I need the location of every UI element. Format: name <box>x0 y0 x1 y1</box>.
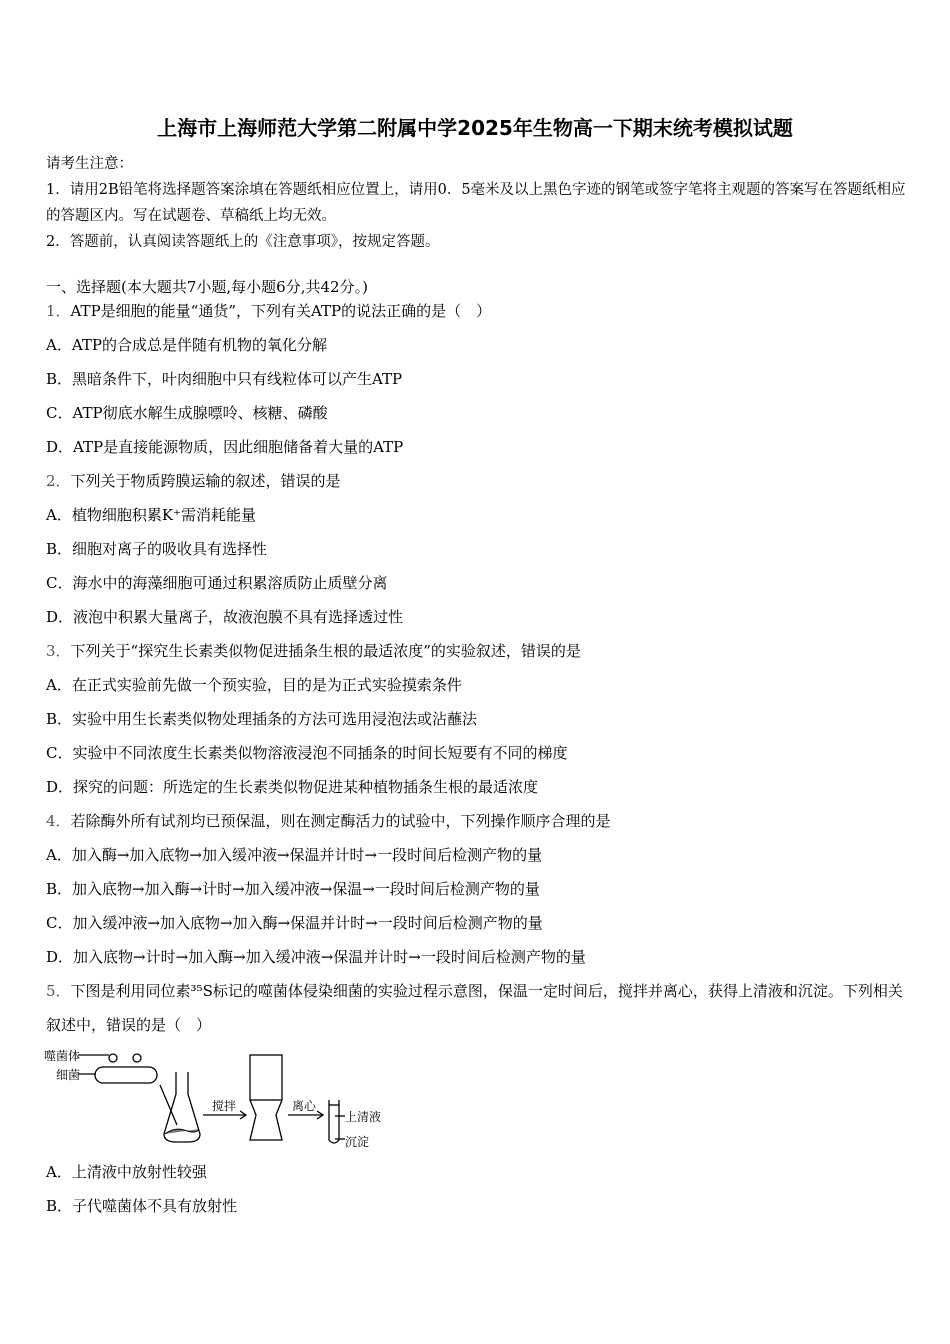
question-text: 下图是利用同位素³⁵S标记的噬菌体侵染细菌的实验过程示意图，保温一定时间后，搅拌并离心，获得上清液和沉淀。下列相关叙述中，错误的是（ ） <box>46 982 903 1034</box>
option: A．加入酶→加入底物→加入缓冲液→保温并计时→一段时间后检测产物的量 <box>46 846 543 864</box>
question-stem <box>46 641 916 661</box>
question-text: 下列关于“探究生长素类似物促进插条生根的最适浓度”的实验叙述，错误的是 <box>70 642 581 660</box>
question-text: 若除酶外所有试剂均已预保温，则在测定酶活力的试验中，下列操作顺序合理的是 <box>70 812 611 830</box>
option: D．加入底物→计时→加入酶→加入缓冲液→保温并计时→一段时间后检测产物的量 <box>46 948 586 966</box>
option: A．植物细胞积累K⁺需消耗能量 <box>46 506 256 524</box>
section-heading: 一、选择题(本大题共7小题,每小题6分,共42分。) <box>46 278 368 296</box>
question-stem <box>46 471 916 491</box>
notice <box>46 151 906 255</box>
option: C．海水中的海藻细胞可通过积累溶质防止质壁分离 <box>46 574 388 592</box>
question-stem <box>46 974 916 1042</box>
question-text: ATP是细胞的能量“通货”，下列有关ATP的说法正确的是（ ） <box>70 302 492 320</box>
bacteria-label: 细菌 <box>56 1068 81 1082</box>
option: A．上清液中放射性较强 <box>46 1163 207 1181</box>
centrifuge-label: 离心 <box>292 1099 317 1113</box>
question-number: 3． <box>46 642 71 660</box>
option: B．子代噬菌体不具有放射性 <box>46 1197 238 1215</box>
sediment-label: 沉淀 <box>345 1135 370 1149</box>
question-stem <box>46 301 916 321</box>
question-stem <box>46 811 916 831</box>
option: B．黑暗条件下，叶肉细胞中只有线粒体可以产生ATP <box>46 370 403 388</box>
question-text: 下列关于物质跨膜运输的叙述，错误的是 <box>70 472 341 490</box>
question-number: 5． <box>46 982 71 1000</box>
question-number: 1． <box>46 302 71 320</box>
option: B．加入底物→加入酶→计时→加入缓冲液→保温→一段时间后检测产物的量 <box>46 880 540 898</box>
option: B．细胞对离子的吸收具有选择性 <box>46 540 268 558</box>
notice-heading: 请考生注意： <box>46 156 133 172</box>
option: D．探究的问题：所选定的生长素类似物促进某种植物插条生根的最适浓度 <box>46 778 539 796</box>
notice-item: 1．请用2B铅笔将选择题答案涂填在答题纸相应位置上，请用0．5毫米及以上黑色字迹的钢笔或签字笔将主观题的答案写在答题纸相应的答题区内。写在试题卷、草稿纸上均无效。 <box>46 182 906 224</box>
option: C．加入缓冲液→加入底物→加入酶→保温并计时→一段时间后检测产物的量 <box>46 914 543 932</box>
question-number: 4． <box>46 812 71 830</box>
option: C．实验中不同浓度生长素类似物溶液浸泡不同插条的时间长短要有不同的梯度 <box>46 744 568 762</box>
option: D．ATP是直接能源物质，因此细胞储备着大量的ATP <box>46 438 404 456</box>
page-title: 上海市上海师范大学第二附属中学2025年生物高一下期末统考模拟试题 <box>157 116 793 140</box>
option: A．ATP的合成总是伴随有机物的氧化分解 <box>46 336 327 354</box>
stir-label: 搅拌 <box>212 1099 237 1113</box>
supernatant-label: 上清液 <box>345 1110 382 1124</box>
option: B．实验中用生长素类似物处理插条的方法可选用浸泡法或沾蘸法 <box>46 710 478 728</box>
notice-item: 2．答题前，认真阅读答题纸上的《注意事项》，按规定答题。 <box>46 234 440 250</box>
phage-experiment-diagram <box>40 1040 400 1155</box>
phage-label: 噬菌体 <box>44 1049 81 1063</box>
option: A．在正式实验前先做一个预实验，目的是为正式实验摸索条件 <box>46 676 462 694</box>
option: C．ATP彻底水解生成腺嘌呤、核糖、磷酸 <box>46 404 328 422</box>
question-number: 2． <box>46 472 71 490</box>
option: D．液泡中积累大量离子，故液泡膜不具有选择透过性 <box>46 608 404 626</box>
